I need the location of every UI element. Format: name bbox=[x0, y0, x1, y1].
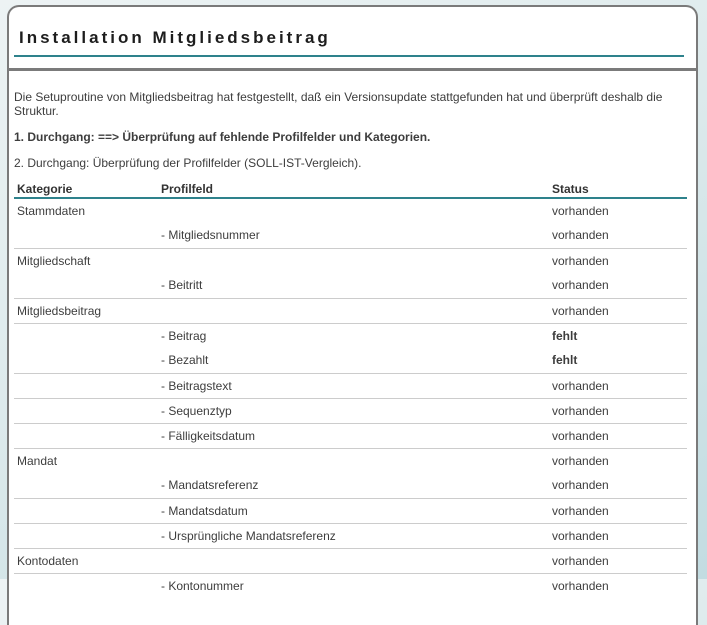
column-header-kategorie: Kategorie bbox=[14, 182, 158, 198]
table-row bbox=[14, 548, 687, 573]
table-row bbox=[14, 523, 687, 548]
status-cell: vorhanden bbox=[549, 223, 687, 248]
status-cell: vorhanden bbox=[549, 423, 687, 448]
profilfeld-cell: - Kontonummer bbox=[161, 578, 244, 593]
pass2-text: 2. Durchgang: Überprüfung der Profilfelder (SOLL-IST-Vergleich). bbox=[14, 156, 362, 170]
profilfeld-cell: - Beitritt bbox=[158, 273, 549, 298]
kategorie-cell: Mitgliedschaft bbox=[17, 253, 91, 268]
status-cell: vorhanden bbox=[549, 298, 687, 323]
column-header-profilfeld: Profilfeld bbox=[158, 182, 549, 198]
kategorie-cell bbox=[14, 273, 158, 298]
status-cell: vorhanden bbox=[549, 398, 687, 423]
status-cell: fehlt bbox=[552, 328, 578, 343]
status-cell: vorhanden bbox=[549, 498, 687, 523]
intro-text: Die Setuproutine von Mitgliedsbeitrag hat festgestellt, daß ein Versionsupdate stattgefunden hat und überprüft deshalb die Struktur. bbox=[14, 90, 663, 118]
kategorie-cell: Kontodaten bbox=[14, 548, 158, 573]
table-row bbox=[14, 448, 687, 473]
kategorie-cell bbox=[14, 498, 158, 523]
profilfeld-cell: - Ursprüngliche Mandatsreferenz bbox=[158, 523, 549, 548]
table-row bbox=[14, 248, 687, 273]
profilfeld-cell: - Sequenztyp bbox=[158, 398, 549, 423]
kategorie-cell: Mitgliedsbeitrag bbox=[14, 298, 158, 323]
status-cell: vorhanden bbox=[552, 204, 609, 218]
kategorie-cell bbox=[14, 573, 158, 598]
table-row bbox=[14, 423, 687, 448]
profilfeld-cell bbox=[158, 548, 549, 573]
table-row bbox=[14, 398, 687, 423]
profile-check-table bbox=[14, 182, 687, 598]
profilfeld-cell: - Beitrag bbox=[161, 328, 207, 343]
status-cell: vorhanden bbox=[549, 373, 687, 398]
profilfeld-cell bbox=[158, 448, 549, 473]
table-body bbox=[14, 198, 687, 598]
table-row bbox=[14, 498, 687, 523]
status-cell: vorhanden bbox=[552, 578, 609, 593]
kategorie-cell bbox=[14, 373, 158, 398]
table-row bbox=[14, 473, 687, 498]
table-row bbox=[14, 298, 687, 323]
status-cell: vorhanden bbox=[552, 253, 609, 268]
status-cell: vorhanden bbox=[549, 523, 687, 548]
panel-header bbox=[9, 7, 696, 57]
table-row bbox=[14, 348, 687, 373]
kategorie-cell bbox=[14, 323, 158, 348]
table-row bbox=[14, 373, 687, 398]
status-cell: fehlt bbox=[549, 348, 687, 373]
status-cell: vorhanden bbox=[549, 548, 687, 573]
column-header-status: Status bbox=[549, 182, 687, 198]
table-header-row bbox=[14, 182, 687, 198]
profilfeld-cell bbox=[158, 198, 549, 223]
kategorie-cell: Mandat bbox=[17, 453, 58, 468]
kategorie-cell bbox=[14, 423, 158, 448]
kategorie-cell bbox=[14, 523, 158, 548]
kategorie-cell bbox=[14, 473, 158, 498]
page-title: Installation Mitgliedsbeitrag bbox=[14, 28, 684, 57]
kategorie-cell bbox=[14, 398, 158, 423]
status-cell: vorhanden bbox=[549, 273, 687, 298]
table-row bbox=[14, 323, 687, 348]
setup-report-panel bbox=[7, 5, 698, 625]
profilfeld-cell: - Fälligkeitsdatum bbox=[158, 423, 549, 448]
kategorie-cell bbox=[14, 223, 158, 248]
profilfeld-cell bbox=[158, 298, 549, 323]
profilfeld-cell: - Bezahlt bbox=[158, 348, 549, 373]
pass1-text: 1. Durchgang: ==> Überprüfung auf fehlende Profilfelder und Kategorien. bbox=[14, 130, 431, 144]
status-cell: vorhanden bbox=[552, 453, 609, 468]
table-row bbox=[14, 198, 687, 223]
status-cell: vorhanden bbox=[549, 473, 687, 498]
profilfeld-cell: - Mandatsdatum bbox=[158, 498, 549, 523]
report-content bbox=[9, 71, 696, 598]
table-row bbox=[14, 573, 687, 598]
table-row bbox=[14, 223, 687, 248]
profilfeld-cell: - Mandatsreferenz bbox=[158, 473, 549, 498]
kategorie-cell bbox=[14, 348, 158, 373]
profilfeld-cell bbox=[158, 248, 549, 273]
kategorie-cell: Stammdaten bbox=[17, 204, 86, 218]
profilfeld-cell: - Mitgliedsnummer bbox=[158, 223, 549, 248]
profilfeld-cell: - Beitragstext bbox=[158, 373, 549, 398]
table-row bbox=[14, 273, 687, 298]
